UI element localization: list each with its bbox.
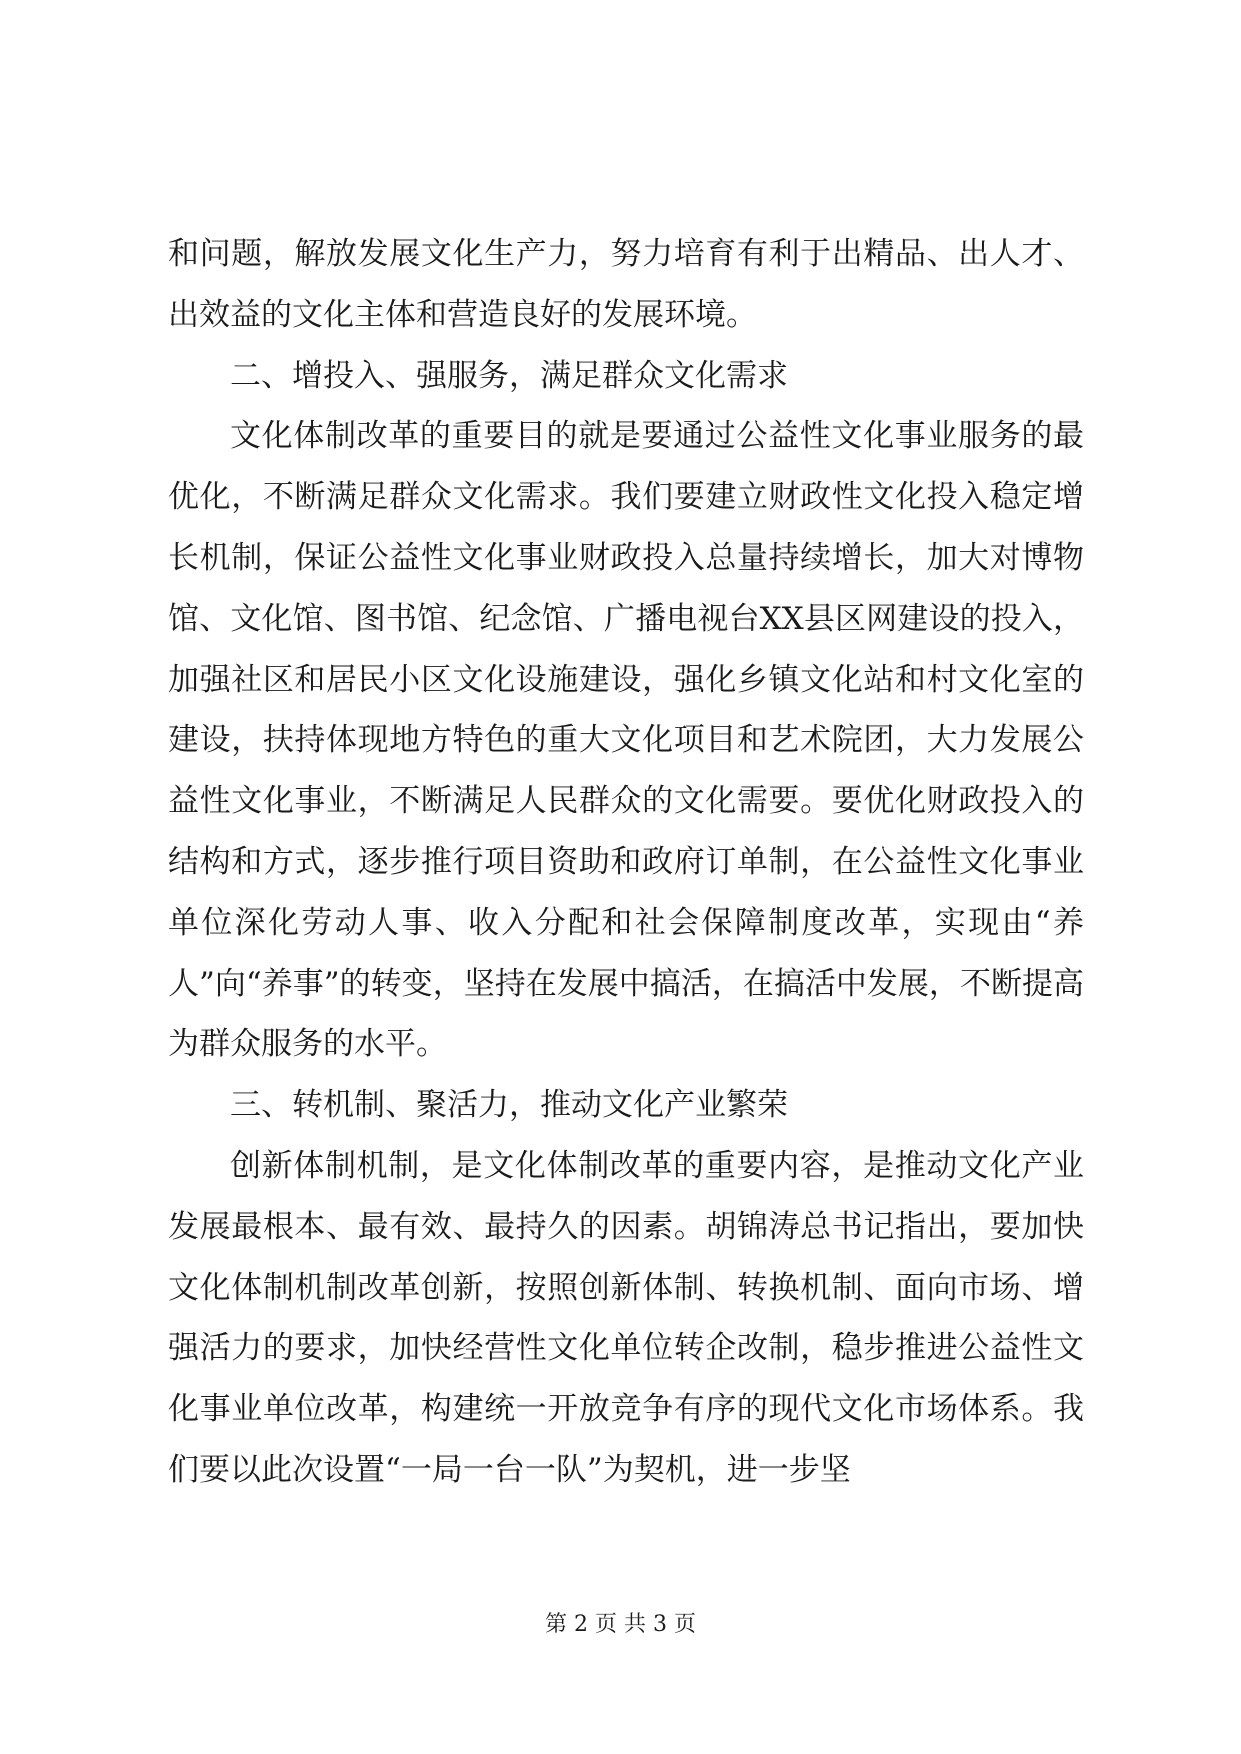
paragraph-section-3: 创新体制机制，是文化体制改革的重要内容，是推动文化产业发展最根本、最有效、最持久的因素。胡锦涛总书记指出，要加快文化体制机制改革创新，按照创新体制、转换机制、面向市场、增强活力的要求，加快经营性文化单位转企改制，稳步推进公益性文化事业单位改革，构建统一开放竞争有序的现代文化市场体系。我们要以此次设置“一局一台一队”为契机，进一步坚 bbox=[168, 1147, 1084, 1488]
document-body bbox=[168, 224, 1084, 1501]
paragraph-section-2: 文化体制改革的重要目的就是要通过公益性文化事业服务的最优化，不断满足群众文化需求。我们要建立财政性文化投入稳定增长机制，保证公益性文化事业财政投入总量持续增长，加大对博物馆、文化馆、图书馆、纪念馆、广播电视台XX县区网建设的投入，加强社区和居民小区文化设施建设，强化乡镇文化站和村文化室的建设，扶持体现地方特色的重大文化项目和艺术院团，大力发展公益性文化事业，不断满足人民群众的文化需要。要优化财政投入的结构和方式，逐步推行项目资助和政府订单制，在公益性文化事业单位深化劳动人事、收入分配和社会保障制度改革，实现由“养人”向“养事”的转变，坚持在发展中搞活，在搞活中发展，不断提高为群众服务的水平。 bbox=[168, 418, 1084, 1063]
page-footer: 第 2 页 共 3 页 bbox=[545, 1612, 696, 1637]
paragraph-continuation: 和问题，解放发展文化生产力，努力培育有利于出精品、出人才、出效益的文化主体和营造良好的发展环境。 bbox=[168, 236, 1084, 333]
section-heading-3: 三、转机制、聚活力，推动文化产业繁荣 bbox=[230, 1087, 788, 1124]
section-heading-2: 二、增投入、强服务，满足群众文化需求 bbox=[230, 357, 788, 394]
